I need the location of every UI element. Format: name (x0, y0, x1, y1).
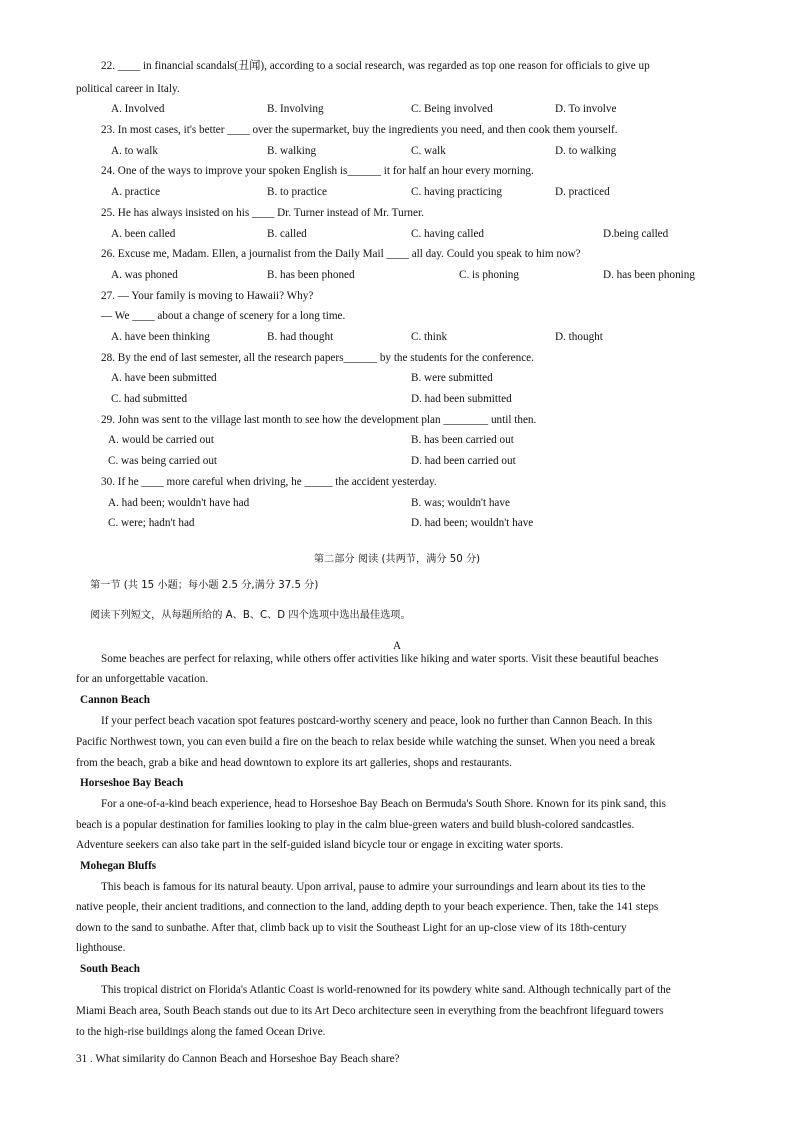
q29-option-d: D. had been carried out (411, 455, 516, 467)
q23-option-c: C. walk (411, 145, 446, 157)
q26-option-d: D. has been phoning (603, 269, 695, 281)
south-beach-heading: South Beach (80, 963, 140, 975)
cannon-beach-heading: Cannon Beach (80, 694, 150, 706)
horseshoe-beach-heading: Horseshoe Bay Beach (80, 777, 184, 789)
q30-option-d: D. had been; wouldn't have (411, 517, 534, 529)
q23-option-d: D. to walking (555, 145, 617, 157)
q28-option-a: A. have been submitted (111, 372, 217, 384)
q22-option-a: A. Involved (111, 103, 165, 115)
q30-option-a: A. had been; wouldn't have had (108, 497, 250, 509)
q30-option-c: C. were; hadn't had (108, 517, 195, 529)
cannon-line3: from the beach, grab a bike and head downtown to explore its art galleries, shops and restaurants. (76, 757, 512, 769)
q24-option-c: C. having practicing (411, 186, 503, 198)
q22-option-b: B. Involving (267, 103, 324, 115)
q26-option-c: C. is phoning (459, 269, 519, 281)
q28-stem: 28. By the end of last semester, all the research papers______ by the students for the conference. (101, 352, 534, 364)
horseshoe-line2: beach is a popular destination for families looking to play in the calm blue-green waters and build blush-colored sandcastles. (76, 819, 635, 831)
q25-option-b: B. called (267, 228, 307, 240)
south-line2: Miami Beach area, South Beach stands out due to its Art Deco architecture seen in everything from the beachfront lifeguard towers (76, 1005, 664, 1017)
mohegan-line2: native people, their ancient traditions, and connection to the land, adding depth to your beach experience. Then, take the 141 steps (76, 901, 659, 913)
q29-stem: 29. John was sent to the village last month to see how the development plan ________ until then. (101, 414, 537, 426)
mohegan-line1: This beach is famous for its natural beauty. Upon arrival, pause to admire your surroundings and learn about its ties to the (101, 881, 646, 893)
south-line3: to the high-rise buildings along the famed Ocean Drive. (76, 1026, 326, 1038)
q22-option-d: D. To involve (555, 103, 617, 115)
horseshoe-line3: Adventure seekers can also take part in the self-guided island bicycle tour or engage in exciting water sports. (76, 839, 564, 851)
q27-option-c: C. think (411, 331, 448, 343)
q27-option-a: A. have been thinking (111, 331, 210, 343)
reading-instruction: 阅读下列短文，从每题所给的 A、B、C、D 四个选项中选出最佳选项。 (90, 610, 411, 621)
q29-option-c: C. was being carried out (108, 455, 218, 467)
q27-option-b: B. had thought (267, 331, 334, 343)
q25-stem: 25. He has always insisted on his ____ Dr. Turner instead of Mr. Turner. (101, 207, 424, 219)
q24-stem: 24. One of the ways to improve your spoken English is______ it for half an hour every morning. (101, 165, 534, 177)
q25-option-c: C. having called (411, 228, 485, 240)
q29-option-b: B. has been carried out (411, 434, 514, 446)
q27-stem-line1: 27. — Your family is moving to Hawaii? Why? (101, 290, 314, 302)
q24-option-b: B. to practice (267, 186, 327, 198)
q30-stem: 30. If he ____ more careful when driving, he _____ the accident yesterday. (101, 476, 437, 488)
q30-option-b: B. was; wouldn't have (411, 497, 510, 509)
q26-option-a: A. was phoned (111, 269, 178, 281)
q27-option-d: D. thought (555, 331, 603, 343)
q22-stem-line2: political career in Italy. (76, 83, 180, 95)
q28-option-c: C. had submitted (111, 393, 188, 405)
q25-option-d: D.being called (603, 228, 669, 240)
q26-stem: 26. Excuse me, Madam. Ellen, a journalist from the Daily Mail ____ all day. Could you speak to him now? (101, 248, 581, 260)
section1-heading: 第一节 (共 15 小题；每小题 2.5 分,满分 37.5 分) (90, 580, 319, 591)
q22-stem-line1: 22. ____ in financial scandals(丑闻), according to a social research, was regarded as top one reason for officials to give up (101, 60, 650, 72)
q27-stem-line2: — We ____ about a change of scenery for a long time. (101, 310, 346, 322)
passage-intro-line2: for an unforgettable vacation. (76, 673, 209, 685)
passage-letter: A (392, 640, 402, 652)
mohegan-line4: lighthouse. (76, 942, 126, 954)
cannon-line1: If your perfect beach vacation spot features postcard-worthy scenery and peace, look no further than Cannon Beach. In this (101, 715, 653, 727)
horseshoe-line1: For a one-of-a-kind beach experience, head to Horseshoe Bay Beach on Bermuda's South Shore. Known for its pink sand, this (101, 798, 666, 810)
q22-option-c: C. Being involved (411, 103, 493, 115)
q26-option-b: B. has been phoned (267, 269, 355, 281)
south-line1: This tropical district on Florida's Atlantic Coast is world-renowned for its powdery white sand. Although technically part of the (101, 984, 671, 996)
mohegan-bluffs-heading: Mohegan Bluffs (80, 860, 157, 872)
part2-title: 第二部分 阅读 (共两节，满分 50 分) (313, 554, 481, 565)
q23-stem: 23. In most cases, it's better ____ over the supermarket, buy the ingredients you need, and then cook them yourself. (101, 124, 618, 136)
q31-stem: 31 . What similarity do Cannon Beach and Horseshoe Bay Beach share? (76, 1053, 400, 1065)
q25-option-a: A. been called (111, 228, 176, 240)
q24-option-a: A. practice (111, 186, 161, 198)
q23-option-a: A. to walk (111, 145, 158, 157)
q24-option-d: D. practiced (555, 186, 610, 198)
q23-option-b: B. walking (267, 145, 317, 157)
passage-intro-line1: Some beaches are perfect for relaxing, while others offer activities like hiking and water sports. Visit these beautiful beaches (101, 653, 659, 665)
q28-option-b: B. were submitted (411, 372, 493, 384)
mohegan-line3: down to the sand to sunbathe. After that, climb back up to visit the Southeast Light for an up-close view of its 18th-century (76, 922, 627, 934)
q28-option-d: D. had been submitted (411, 393, 512, 405)
q29-option-a: A. would be carried out (108, 434, 214, 446)
cannon-line2: Pacific Northwest town, you can even build a fire on the beach to relax beside while watching the sunset. When you need a break (76, 736, 656, 748)
